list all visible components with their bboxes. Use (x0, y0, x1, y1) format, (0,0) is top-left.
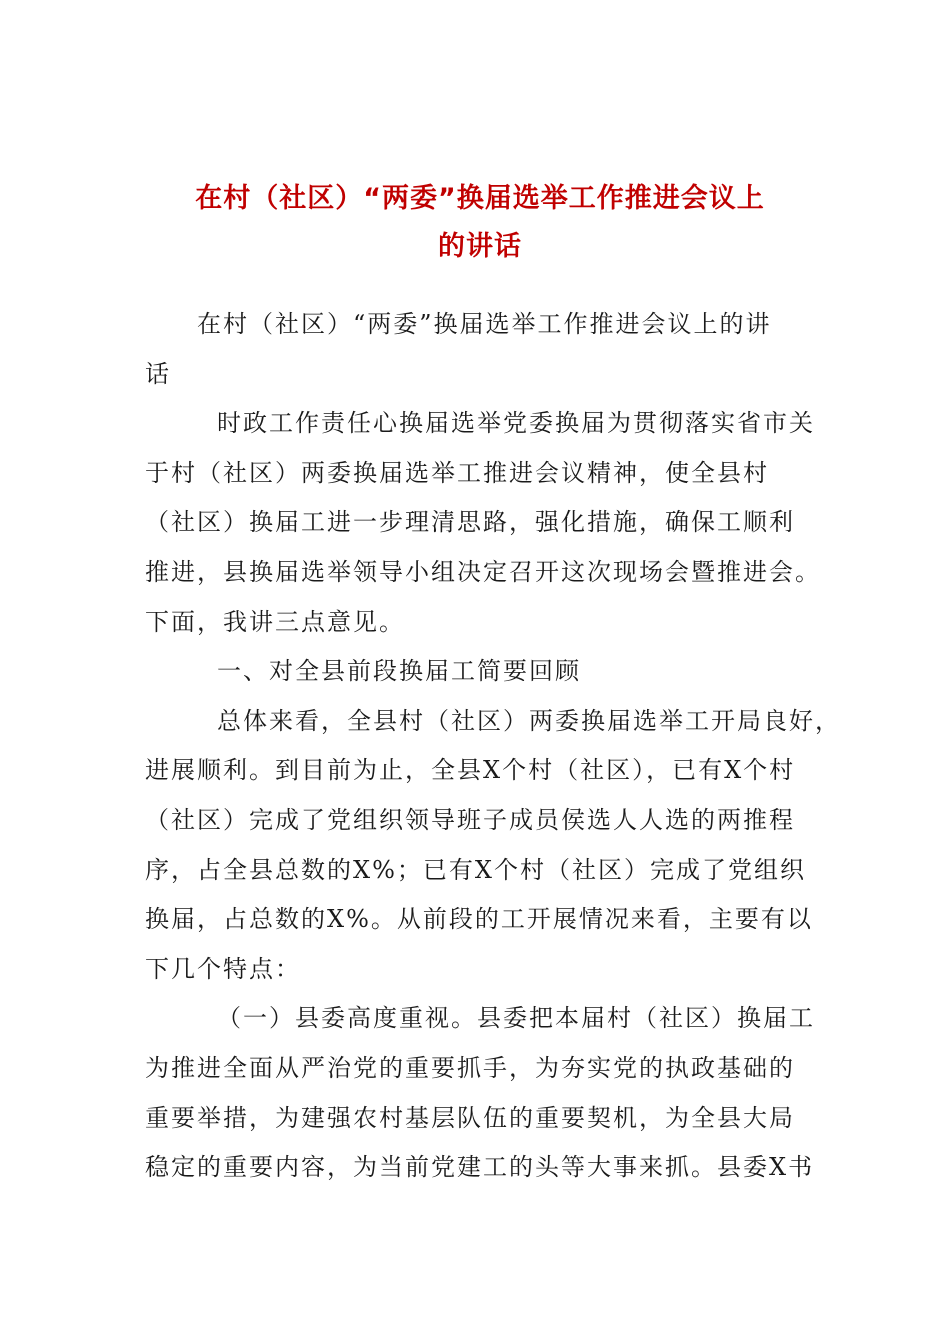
body-line: 下面，我讲三点意见。 (145, 607, 405, 636)
body-line: 进展顺利。到目前为止，全县X个村（社区），已有X个村 (145, 756, 796, 785)
body-line: 推进，县换届选举领导小组决定召开这次现场会暨推进会。 (145, 557, 821, 586)
body-line: 稳定的重要内容，为当前党建工的头等大事来抓。县委X书 (145, 1153, 815, 1182)
body-line: 下几个特点： (145, 954, 301, 983)
body-line: 总体来看，全县村（社区）两委换届选举工开局良好， (217, 706, 841, 735)
body-line: 重要举措，为建强农村基层队伍的重要契机，为全县大局 (145, 1103, 795, 1132)
body-line: 时政工作责任心换届选举党委换届为贯彻落实省市关 (217, 409, 815, 438)
body-line: 序，占全县总数的X%；已有X个村（社区）完成了党组织 (145, 855, 806, 884)
body-line: （社区）换届工进一步理清思路，强化措施，确保工顺利 (145, 508, 795, 537)
document-title-line-2: 的讲话 (438, 231, 522, 262)
section-heading: 一、对全县前段换届工简要回顾 (217, 657, 581, 686)
subsection-heading: （一）县委高度重视。县委把本届村（社区）换届工 (217, 1004, 815, 1033)
body-line: （社区）完成了党组织领导班子成员侯选人人选的两推程 (145, 805, 795, 834)
document-title-line-1: 在村（社区）“两委”换届选举工作推进会议上 (195, 183, 765, 214)
document-body (145, 300, 841, 1193)
body-line: 在村（社区）“两委”换届选举工作推进会议上的讲 (197, 310, 772, 338)
body-line: 换届，占总数的X%。从前段的工开展情况来看，主要有以 (145, 905, 813, 934)
body-line: 话 (145, 359, 171, 388)
body-line: 于村（社区）两委换届选举工推进会议精神，使全县村 (145, 458, 769, 487)
body-line: 为推进全面从严治党的重要抓手，为夯实党的执政基础的 (145, 1053, 795, 1082)
